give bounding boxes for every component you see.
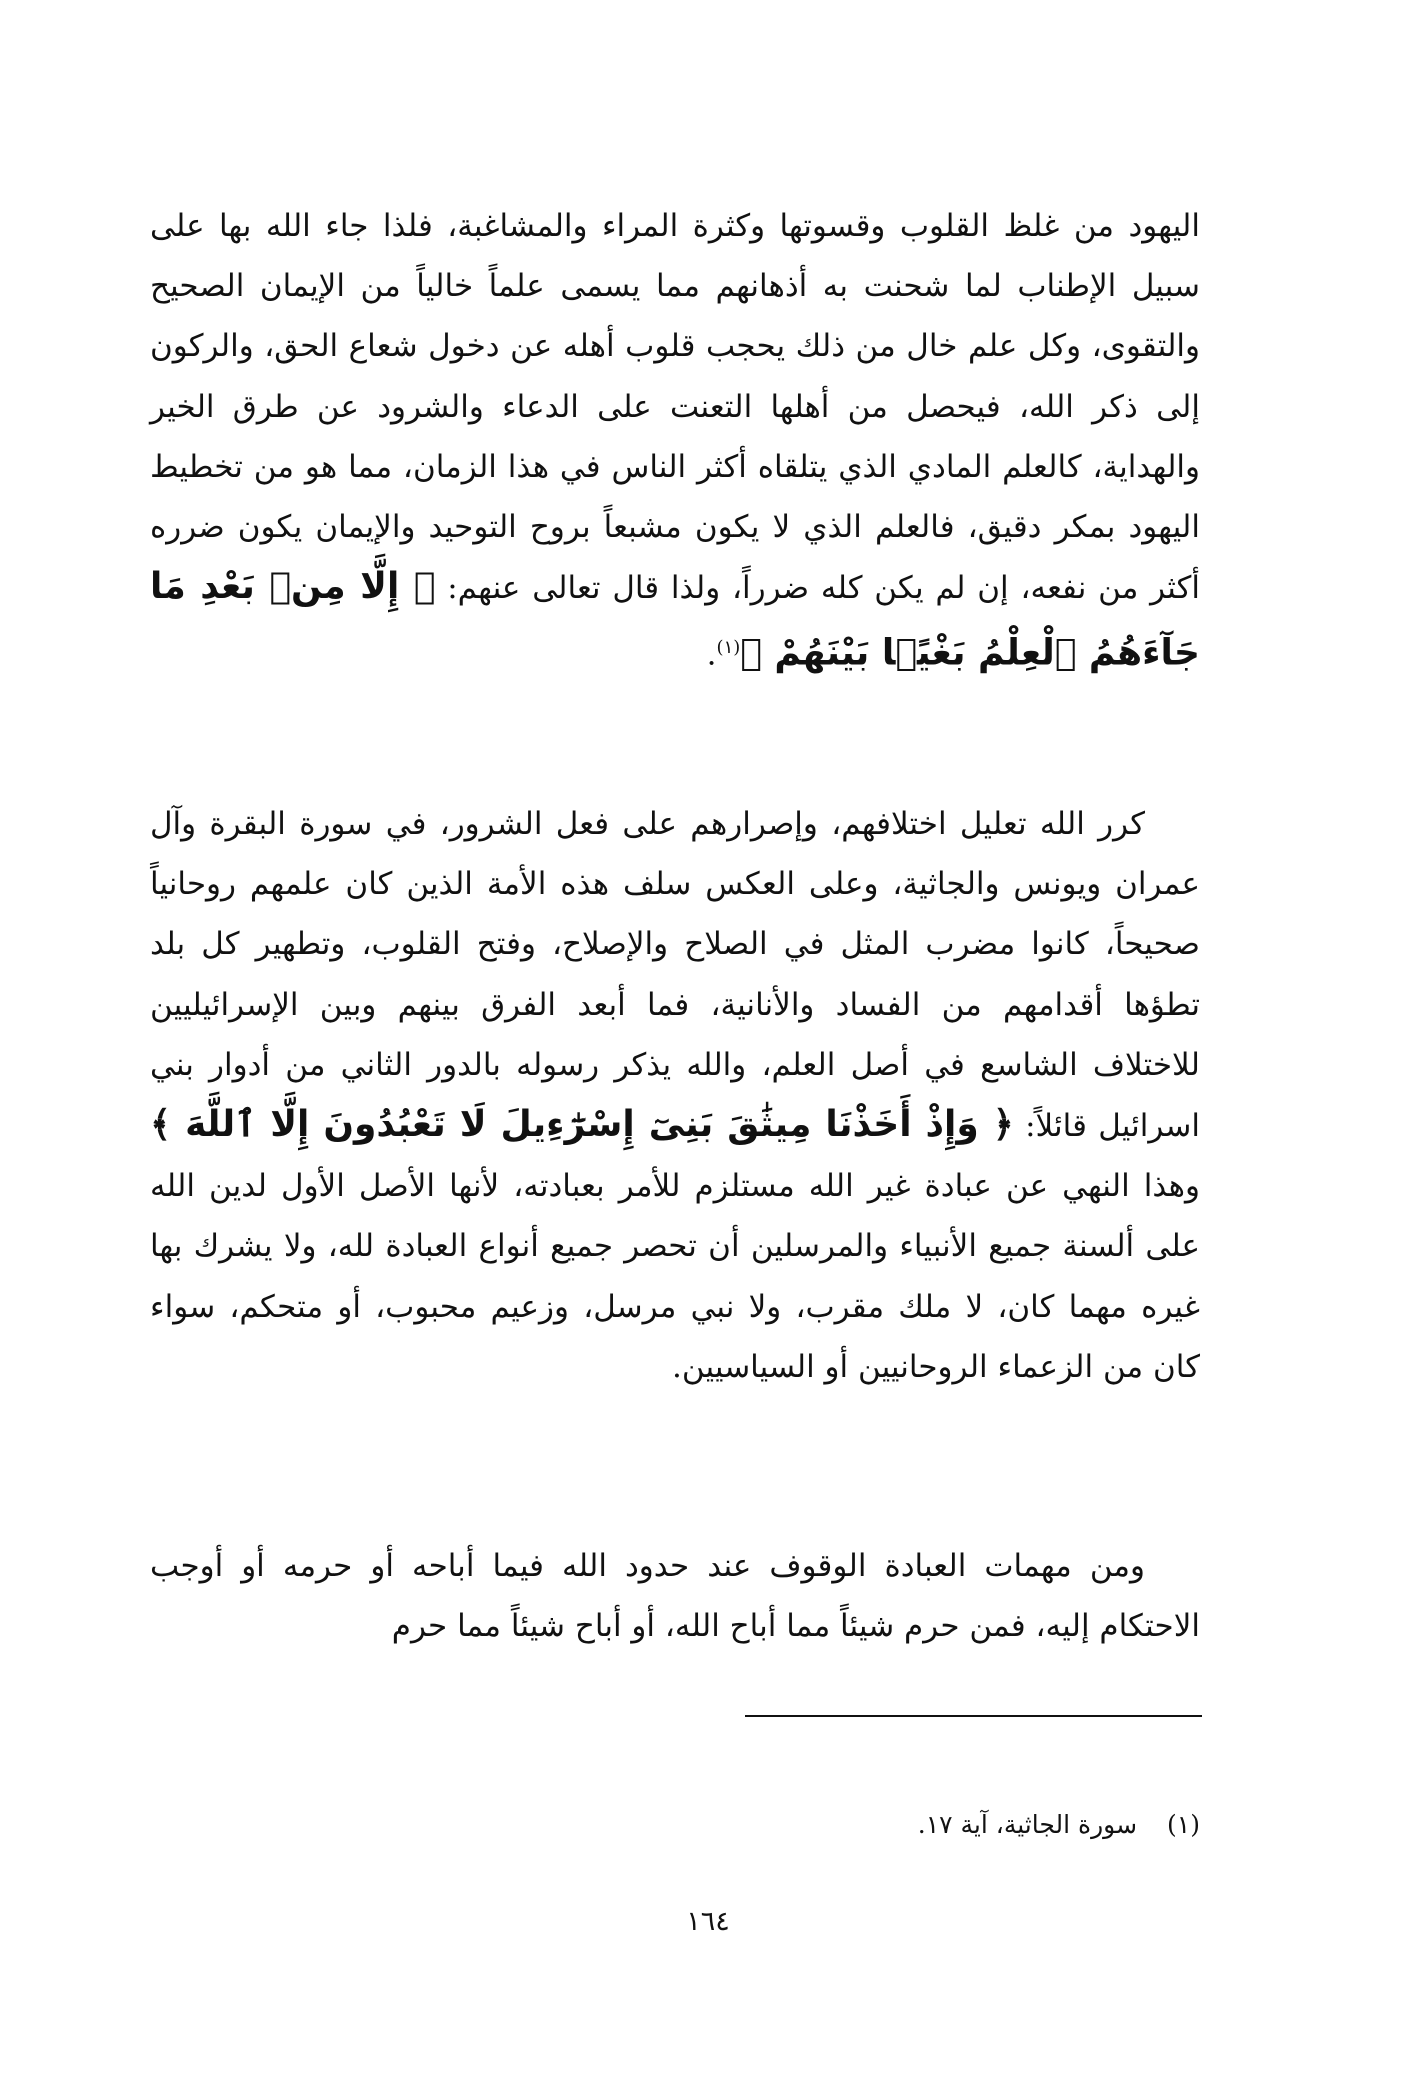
quran-verse-2: ﴿ وَإِذْ أَخَذْنَا مِيثَٰقَ بَنِىٓ إِسْرَٰٓءِيلَ لَا تَعْبُدُونَ إِلَّا ٱللَّهَ ﴾: [150, 1104, 1014, 1146]
paragraph-2: [150, 794, 1200, 1397]
footnote-reference[interactable]: (١): [716, 637, 741, 659]
footnote-separator: [745, 1715, 1202, 1717]
page-number: ١٦٤: [686, 1906, 730, 1937]
paragraph-2-continuation: وهذا النهي عن عبادة غير الله مستلزم للأمر بعبادته، لأنها الأصل الأول لدين الله على ألسنة جميع الأنبياء والمرسلين أن تحصر جميع أنواع العبادة لله، ولا يشرك بها غيره مهما كان، لا ملك مقرب، ولا نبي مرسل، وزعيم محبوب، أو متحكم، سواء كان من الزعماء الروحانيين أو السياسيين.: [150, 1168, 1200, 1385]
paragraph-1-end: .: [706, 636, 717, 673]
paragraph-3-text: ومن مهمات العبادة الوقوف عند حدود الله فيما أباحه أو حرمه أو أوجب الاحتكام إليه، فمن حرم شيئاً مما أباح الله، أو أباح شيئاً مما حرم: [150, 1548, 1200, 1645]
paragraph-1: [150, 196, 1200, 685]
quran-verse-1: ﴿ إِلَّا مِنۢ بَعْدِ مَا جَآءَهُمُ ٱلْعِلْمُ بَغْيًۢا بَيْنَهُمْ ﴾: [150, 566, 1200, 674]
footnote-number: (١): [1167, 1810, 1200, 1839]
paragraph-2-text: كرر الله تعليل اختلافهم، وإصرارهم على فعل الشرور، في سورة البقرة وآل عمران ويونس والجاثية، وعلى العكس سلف هذه الأمة الذين كان علمهم روحانياً صحيحاً، كانوا مضرب المثل في الصلاح والإصلاح، وفتح القلوب، وتطهير كل بلد تطؤها أقدامهم من الفساد والأنانية، فما أبعد الفرق بينهم وبين الإسرائيليين للاختلاف الشاسع في أصل العلم، والله يذكر رسوله بالدور الثاني من أدوار بني اسرائيل قائلاً:: [150, 806, 1201, 1145]
paragraph-1-text: اليهود من غلظ القلوب وقسوتها وكثرة المراء والمشاغبة، فلذا جاء الله بها على سبيل الإطناب لما شحنت به أذهانهم مما يسمى علماً خالياً من الإيمان الصحيح والتقوى، وكل علم خال من ذلك يحجب قلوب أهله عن دخول شعاع الحق، والركون إلى ذكر الله، فيحصل من أهلها التعنت على الدعاء والشرود عن طرق الخير والهداية، كالعلم المادي الذي يتلقاه أكثر الناس في هذا الزمان، مما هو من تخطيط اليهود بمكر دقيق، فالعلم الذي لا يكون مشبعاً بروح التوحيد والإيمان يكون ضرره أكثر من نفعه، إن لم يكن كله ضرراً، ولذا قال تعالى عنهم:: [150, 208, 1200, 607]
footnote-text: سورة الجاثية، آية ١٧.: [917, 1810, 1138, 1839]
paragraph-3: [150, 1536, 1200, 1656]
footnote: [600, 1808, 1200, 1842]
